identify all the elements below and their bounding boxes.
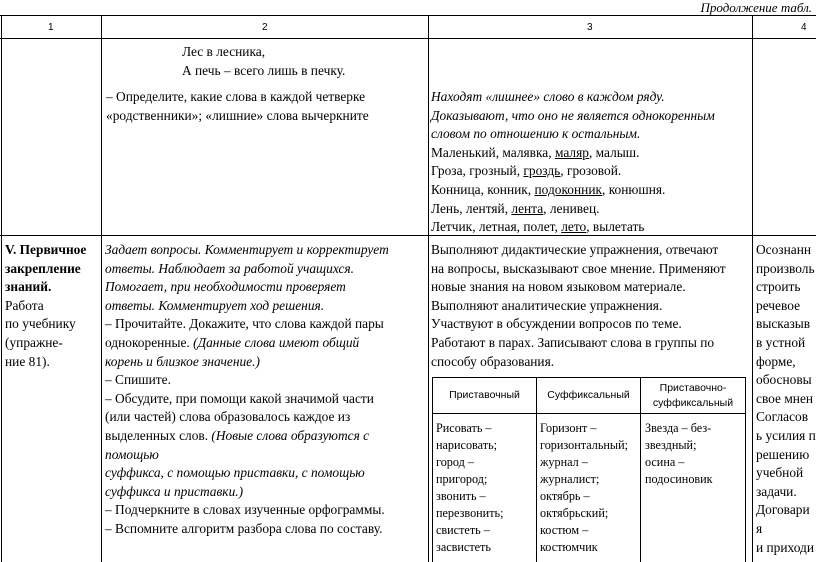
results-line: произволь bbox=[756, 260, 815, 276]
word-row-end: , вылетать bbox=[586, 219, 645, 235]
stage-sub: (упражне- bbox=[5, 335, 63, 350]
results-line: Согласов bbox=[756, 409, 809, 425]
students-line: на вопросы, высказывают свое мнение. Применяют bbox=[431, 260, 726, 276]
odd-word: гроздь bbox=[523, 163, 561, 179]
results-line: в устной bbox=[756, 335, 806, 350]
inner-cell: Рисовать – bbox=[436, 421, 492, 435]
teacher-line: корень и близкое значение.) bbox=[105, 353, 260, 369]
word-row bbox=[431, 144, 639, 163]
students-line: новые знания на новом языковом материале. bbox=[431, 279, 686, 295]
student-instruction: Доказывают, что оно не является однокоренным bbox=[431, 107, 715, 123]
word-row-end: , малыш. bbox=[588, 144, 640, 160]
word-row-end: , конюшня. bbox=[602, 182, 666, 197]
teacher-line: ответы. Наблюдает за работой учащихся. bbox=[105, 260, 354, 276]
word-row-start: Летчик, летная, полет, bbox=[431, 219, 562, 235]
inner-border-left bbox=[432, 377, 433, 562]
inner-cell: осина – bbox=[645, 455, 685, 469]
inner-cell: город – bbox=[436, 455, 474, 469]
word-row bbox=[431, 218, 644, 237]
students-line: Работают в парах. Записывают слова в группы по bbox=[431, 335, 715, 350]
results-line: Осознанн bbox=[756, 242, 812, 257]
teacher-line-part: (Новые слова образуются с bbox=[211, 428, 370, 443]
teacher-line: (или частей) слова образовалось каждое из bbox=[105, 409, 351, 425]
col-number-1: 1 bbox=[48, 22, 54, 33]
inner-header-prefix-suffix: Приставочно- bbox=[659, 382, 727, 394]
word-row-start: Гроза, грозный, bbox=[431, 163, 524, 179]
results-line: форме, bbox=[756, 353, 796, 369]
results-line: учебной bbox=[756, 465, 804, 481]
results-line: я bbox=[756, 521, 763, 536]
inner-border-right bbox=[745, 377, 746, 562]
results-line: свое мнен bbox=[756, 390, 814, 406]
inner-header-prefix-suffix: суффиксальный bbox=[652, 397, 734, 409]
results-column bbox=[753, 236, 816, 562]
odd-word: подоконник bbox=[534, 182, 602, 197]
inner-cell: звездный; bbox=[645, 438, 697, 452]
odd-word: лето bbox=[561, 219, 587, 235]
poem-line: А печь – всего лишь в печку. bbox=[182, 62, 346, 78]
student-instruction: Находят «лишнее» слово в каждом ряду. bbox=[431, 89, 665, 104]
inner-cell: октябрьский; bbox=[540, 506, 609, 520]
inner-cell: костюмчик bbox=[540, 540, 598, 554]
results-line: строить bbox=[756, 279, 801, 295]
word-row bbox=[431, 181, 665, 200]
results-line: обосновы bbox=[756, 372, 812, 388]
col-number-3: 3 bbox=[587, 22, 593, 33]
teacher-line: суффикса и приставки.) bbox=[105, 483, 244, 499]
col-divider-1 bbox=[101, 15, 102, 562]
students-line: Выполняют дидактические упражнения, отвечают bbox=[431, 242, 719, 257]
inner-cell: нарисовать; bbox=[436, 438, 498, 452]
teacher-line-part: однокоренные. bbox=[105, 335, 194, 350]
stage-sub: по учебнику bbox=[5, 316, 76, 332]
inner-cell: журнал – bbox=[540, 455, 588, 469]
inner-cell: октябрь – bbox=[540, 489, 590, 503]
col-divider-2 bbox=[428, 15, 429, 562]
inner-cell: костюм – bbox=[540, 523, 589, 537]
stage-sub: Работа bbox=[5, 297, 44, 313]
continuation-note: Продолжение табл. bbox=[700, 0, 812, 15]
odd-word: лента bbox=[511, 200, 544, 216]
teacher-line bbox=[105, 427, 369, 446]
inner-border-top bbox=[432, 377, 746, 378]
teacher-line: – Обсудите, при помощи какой значимой части bbox=[105, 390, 374, 406]
results-line: задачи. bbox=[756, 483, 797, 499]
student-instruction: словом по отношению к остальным. bbox=[431, 126, 641, 142]
poem-line: Лес в лесника, bbox=[182, 44, 266, 59]
inner-cell: пригород; bbox=[436, 472, 488, 486]
odd-word: маляр bbox=[554, 144, 589, 160]
teacher-line bbox=[105, 334, 359, 353]
students-line: Выполняют аналитические упражнения. bbox=[431, 297, 663, 313]
inner-cell: журналист; bbox=[540, 472, 600, 486]
results-line: высказыв bbox=[756, 316, 811, 332]
stage-sub: ние 81). bbox=[5, 353, 50, 369]
teacher-line: ответы. Комментирует ход решения. bbox=[105, 297, 325, 313]
row-divider bbox=[0, 235, 816, 236]
students-line: способу образования. bbox=[431, 353, 555, 369]
word-row bbox=[431, 162, 621, 181]
word-row-end: , грозовой. bbox=[560, 163, 622, 179]
teacher-line: Задает вопросы. Комментирует и корректирует bbox=[105, 242, 389, 257]
word-row-start: Конница, конник, bbox=[431, 182, 535, 197]
task-text: – Определите, какие слова в каждой четверке bbox=[106, 89, 366, 104]
word-row bbox=[431, 200, 600, 219]
teacher-line: суффикса, с помощью приставки, с помощью bbox=[105, 465, 365, 481]
task-text: «родственники»; «лишние» слова вычеркните bbox=[106, 107, 369, 123]
teacher-line: помощью bbox=[105, 446, 159, 462]
word-row-start: Маленький, малявка, bbox=[431, 144, 555, 160]
inner-cell: перезвонить; bbox=[436, 506, 504, 520]
inner-header-prefix: Приставочный bbox=[449, 389, 520, 401]
col-border-left bbox=[1, 15, 2, 562]
teacher-line: – Вспомните алгоритм разбора слова по составу. bbox=[105, 521, 383, 536]
inner-cell: звонить – bbox=[436, 489, 486, 503]
teacher-line: – Спишите. bbox=[105, 372, 171, 388]
word-row-end: , ленивец. bbox=[543, 200, 600, 216]
col-number-4: 4 bbox=[801, 22, 807, 33]
stage-title: закрепление bbox=[5, 260, 81, 276]
table-border-top bbox=[0, 15, 816, 16]
header-row-divider bbox=[0, 38, 816, 39]
inner-header-suffix: Суффиксальный bbox=[547, 389, 630, 401]
inner-cell: свистеть – bbox=[436, 523, 490, 537]
results-line: решению bbox=[756, 446, 810, 462]
teacher-line: Помогает, при необходимости проверяет bbox=[105, 279, 346, 295]
inner-cell: подосиновик bbox=[645, 472, 713, 486]
results-line: и приходи bbox=[756, 539, 815, 555]
inner-cell: горизонтальный; bbox=[540, 438, 629, 452]
col-number-2: 2 bbox=[262, 22, 268, 33]
results-line: ь усилия п bbox=[756, 428, 816, 443]
teacher-line: – Подчеркните в словах изученные орфограммы. bbox=[105, 502, 385, 518]
teacher-line: – Прочитайте. Докажите, что слова каждой пары bbox=[105, 316, 384, 332]
word-row-start: Лень, лентяй, bbox=[431, 200, 512, 216]
teacher-line-part: (Данные слова имеют общий bbox=[193, 335, 360, 350]
inner-cell: Горизонт – bbox=[540, 421, 597, 435]
inner-header-divider bbox=[432, 413, 746, 414]
results-line: Договари bbox=[756, 502, 810, 518]
stage-title: V. Первичное bbox=[5, 242, 87, 257]
inner-cell: засвистеть bbox=[436, 540, 491, 554]
inner-col-divider bbox=[536, 377, 537, 562]
inner-cell: Звезда – без- bbox=[645, 421, 712, 435]
results-line: речевое bbox=[756, 297, 801, 313]
stage-title: знаний. bbox=[5, 279, 52, 295]
students-line: Участвуют в обсуждении вопросов по теме. bbox=[431, 316, 682, 332]
teacher-line-part: выделенных слов. bbox=[105, 428, 212, 443]
